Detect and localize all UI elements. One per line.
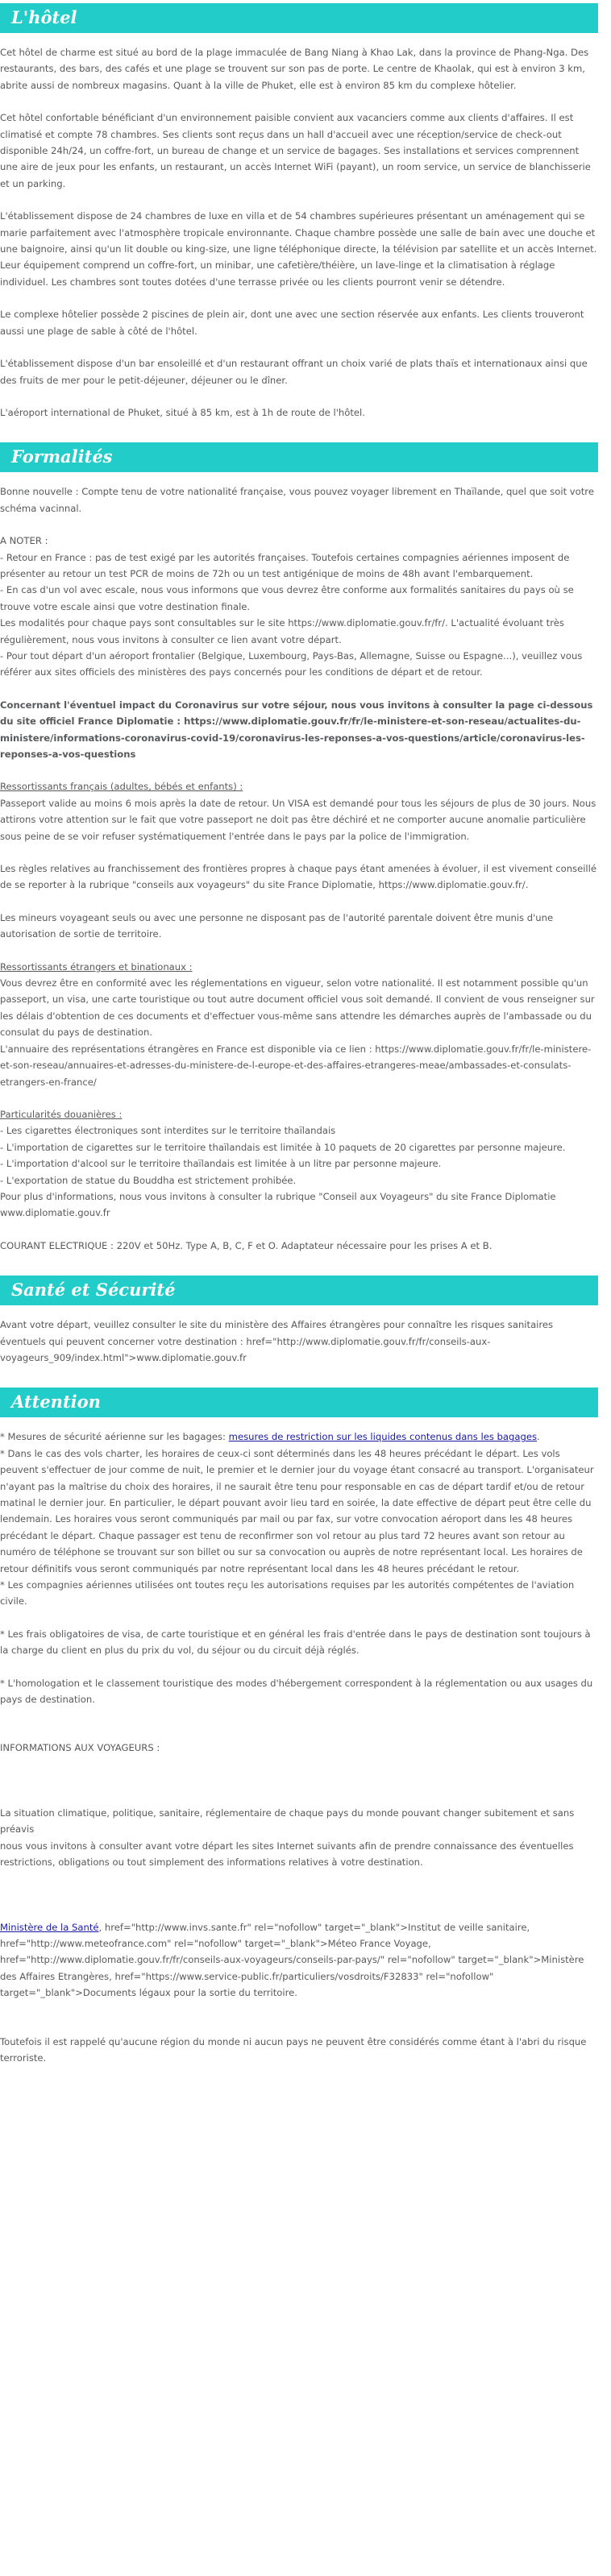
- hotel-paragraph-airport: L'aéroport international de Phuket, situé à 85 km, est à 1h de route de l'hôtel.: [0, 406, 365, 418]
- informations-voyageurs-label: INFORMATIONS AUX VOYAGEURS :: [0, 1742, 160, 1754]
- annuaire-representations: L'annuaire des représentations étrangères en France est disponible via ce lien : https://www.diplomatie.gouv.fr/fr/le-ministere-et-son-reseau/annuaires-et-adresses-du-ministere-de-l-europe-et-des-affaires-etrangeres-meae/ambassades-et-consulats-etrangers-en-france/: [0, 1043, 592, 1088]
- section-title-formalites: Formalités: [0, 442, 598, 472]
- douane-alcool: - L'importation d'alcool sur le territoire thaïlandais est limitée à un litre par personne majeure.: [0, 1158, 442, 1170]
- douane-label: Particularités douanières :: [0, 1108, 123, 1120]
- hotel-paragraph-services: Cet hôtel confortable bénéficiant d'un environnement paisible convient aux vacanciers comme aux clients d'affaires. Il est climatisé et compte 78 chambres. Ses clients sont reçus dans un hall d'accueil avec une réception/service de check-out disponible 24h/24, un coffre-fort, un bureau de change et un service de bagages. Ses installations et services comprennent une aire de jeux pour les enfants, un restaurant, un accès Internet WiFi (payant), un room service, un service de blanchisserie et un parking.: [0, 112, 591, 189]
- douane-plus-infos: Pour plus d'informations, nous vous invitons à consulter la rubrique "Conseil aux Voyageurs" du site France Diplomatie www.diplomatie.gouv.fr: [0, 1190, 556, 1219]
- risque-terroriste: Toutefois il est rappelé qu'aucune région du monde ni aucun pays ne peuvent être considérés comme étant à l'abri du risque terroriste.: [0, 2035, 587, 2064]
- note-retour: - Retour en France : pas de test exigé par les autorités françaises. Toutefois certaines compagnies aériennes imposent de présenter au retour un test PCR de moins de 72h ou un test antigénique de moins de 48h avant l'embarquement.: [0, 551, 570, 579]
- section-attention: [0, 1388, 598, 2066]
- sites-utiles-rest: , href="http://www.invs.sante.fr" rel="nofollow" target="_blank">Institut de veille sanitaire, href="http://www.meteofrance.com" rel="nofollow" target="_blank">Méteo France Voyage, href="http://www.diplomatie.gouv.fr/fr/conseils-aux-voyageurs/conseils-par-pays/" rel="nofollow" target="_blank">Ministère des Affaires Etrangères, href="https://www.service-public.fr/particuliers/vosdroits/F32833" rel="nofollow" target="_blank">Documents légaux pour la sortie du territoire.: [0, 1921, 584, 1999]
- hotel-paragraph-rooms: L'établissement dispose de 24 chambres de luxe en villa et de 54 chambres supérieures présentant un aménagement qui se marie parfaitement avec l'atmosphère tropicale environnante. Chaque chambre possède une salle de bain avec une douche et une baignoire, ainsi qu'un lit double ou king-size, une ligne téléphonique directe, la télévision par satellite et un accès Internet. Leur équipement comprend un coffre-fort, un minibar, une cafetière/théière, un lave-linge et la climatisation à réglage individuel. Les chambres sont toutes dotées d'une terrasse privée ou les clients pourront venir se détendre.: [0, 210, 597, 288]
- liquides-restriction-link[interactable]: mesures de restriction sur les liquides contenus dans les bagages: [228, 1431, 538, 1443]
- homologation-hebergement: * L'homologation et le classement touristique des modes d'hébergement correspondent à la réglementation ou aux usages du pays de destination.: [0, 1677, 593, 1706]
- ressortissants-francais-text: Passeport valide au moins 6 mois après la date de retour. Un VISA est demandé pour tous les séjours de plus de 30 jours. Nous attirons votre attention sur le fait que votre passeport ne doit pas être déchiré et ne comporter aucune anomalie particulière sous peine de se voir refuser systématiquement l'entrée dans le pays par la police de l'immigration.: [0, 797, 596, 842]
- section-title-hotel: L'hôtel: [0, 3, 598, 33]
- note-modalites: Les modalités pour chaque pays sont consultables sur le site https://www.diplomatie.gouv.fr/fr/. L'actualité évoluant très régulièrement, nous vous invitons à consulter ce lien avant votre départ.: [0, 617, 564, 645]
- situation-text-1: La situation climatique, politique, sanitaire, réglementaire de chaque pays du monde pouvant changer subitement et sans préavis: [0, 1807, 575, 1836]
- covid-notice: Concernant l'éventuel impact du Coronavirus sur votre séjour, nous vous invitons à consulter la page ci-dessous du site officiel France Diplomatie : https://www.diplomatie.gouv.fr/fr/le-ministere-et-son-reseau/actualites-du-ministere/informations-coronavirus-covid-19/coronavirus-les-reponses-a-vos-questions/article/coronavirus-les-reponses-a-vos-questions: [0, 699, 593, 760]
- mesures-securite: [0, 1429, 598, 1445]
- compagnies-aeriennes: * Les compagnies aériennes utilisées ont toutes reçu les autorisations requises par les autorités compétentes de l'aviation civile.: [0, 1579, 575, 1607]
- frais-obligatoires: * Les frais obligatoires de visa, de carte touristique et en général les frais d'entrée dans le pays de destination sont toujours à la charge du client en plus du prix du vol, du séjour ou du circuit déjà réglés.: [0, 1628, 591, 1657]
- regles-frontieres: Les règles relatives au franchissement des frontières propres à chaque pays étant amenées à évoluer, il est vivement conseillé de se reporter à la rubrique "conseils aux voyageurs" du site France Diplomatie, https://www.diplomatie.gouv.fr/.: [0, 863, 597, 891]
- note-label: A NOTER :: [0, 535, 48, 547]
- vols-charter: * Dans le cas des vols charter, les horaires de ceux-ci sont déterminés dans les 48 heures précédant le départ. Les vols peuvent s'effectuer de jour comme de nuit, le premier et le dernier jour du voyage étant consacré au transport. L'organisateur n'ayant pas la maîtrise du choix des horaires, il ne saurait être tenu pour responsable en cas de départ tardif et/ou de retour matinal le dernier jour. En particulier, le départ pouvant avoir lieu tard en soirée, la date effective de départ peut être celle du lendemain. Les horaires vous seront communiqués par mail ou par fax, sur votre convocation aéroport dans les 48 heures précédant le départ. Chaque passager est tenu de reconfirmer son vol retour au plus tard 72 heures avant son retour au numéro de téléphone se trouvant sur son billet ou sur sa convocation ou auprès de notre représentant local. Les horaires de retour définitifs vous seront communiqués par notre représentant local dans les 48 heures précédant le retour.: [0, 1447, 594, 1574]
- mesures-prefix: * Mesures de sécurité aérienne sur les bagages:: [0, 1431, 229, 1443]
- note-aeroport-frontalier: - Pour tout départ d'un aéroport frontalier (Belgique, Luxembourg, Pays-Bas, Allemagne, Suisse ou Espagne...), veuillez vous référer aux sites officiels des ministères des pays concernés pour les conditions de départ et de retour.: [0, 649, 583, 678]
- courant-electrique: COURANT ELECTRIQUE : 220V et 50Hz. Type A, B, C, F et O. Adaptateur nécessaire pour les prises A et B.: [0, 1239, 493, 1251]
- mesures-suffix: .: [537, 1431, 540, 1443]
- section-formalites: [0, 442, 598, 1254]
- section-title-sante: Santé et Sécurité: [0, 1276, 598, 1305]
- section-title-attention: Attention: [0, 1388, 598, 1417]
- mineurs-notice: Les mineurs voyageant seuls ou avec une personne ne disposant pas de l'autorité parentale doivent être munis d'une autorisation de sortie de territoire.: [0, 911, 554, 940]
- section-sante: [0, 1276, 598, 1366]
- ressortissants-etrangers-text: Vous devrez être en conformité avec les réglementations en vigueur, selon votre nationalité. Il est notamment possible qu'un passeport, un visa, une carte touristique ou tout autre document officiel vous soit demandé. Il convient de vous renseigner sur les délais d'obtention de ces documents et d'effectuer vous-même sans attendre les démarches auprès de l'ambassade ou du consulat du pays de destination.: [0, 977, 595, 1039]
- hotel-paragraph-pools: Le complexe hôtelier possède 2 piscines de plein air, dont une avec une section réservée aux enfants. Les clients trouveront aussi une plage de sable à côté de l'hôtel.: [0, 309, 584, 337]
- note-escale: - En cas d'un vol avec escale, nous vous informons que vous devrez être conforme aux formalités sanitaires du pays où se trouve votre escale ainsi que votre destination finale.: [0, 584, 574, 612]
- douane-bouddha: - L'exportation de statue du Bouddha est strictement prohibée.: [0, 1174, 297, 1186]
- ministere-sante-link[interactable]: Ministère de la Santé: [0, 1921, 99, 1933]
- sites-utiles: [0, 1919, 598, 2001]
- hotel-paragraph-location: Cet hôtel de charme est situé au bord de la plage immaculée de Bang Niang à Khao Lak, dans la province de Phang-Nga. Des restaurants, des bars, des cafés et une plage se trouvent sur son pas de porte. Le centre de Khaolak, qui est à environ 3 km, abrite aussi de nombreux magasins. Quant à la ville de Phuket, elle est à environ 85 km du complexe hôtelier.: [0, 47, 589, 91]
- situation-text-2: nous vous invitons à consulter avant votre départ les sites Internet suivants afin de prendre connaissance des éventuelles restrictions, obligations ou tout simplement des informations relatives à votre destination.: [0, 1840, 574, 1869]
- ressortissants-etrangers-label: Ressortissants étrangers et binationaux :: [0, 960, 193, 973]
- douane-cigarettes: - L'importation de cigarettes sur le territoire thaïlandais est limitée à 10 paquets de 20 cigarettes par personne majeure.: [0, 1141, 566, 1153]
- sante-text: Avant votre départ, veuillez consulter le site du ministère des Affaires étrangères pour connaître les risques sanitaires éventuels qui peuvent concerner votre destination : href="http://www.diplomatie.gouv.fr/fr/conseils-aux-voyageurs_909/index.html">www.diplomatie.gouv.fr: [0, 1319, 554, 1363]
- douane-cigarettes-electroniques: - Les cigarettes électroniques sont interdites sur le territoire thaïlandais: [0, 1125, 336, 1137]
- hotel-paragraph-restaurant: L'établissement dispose d'un bar ensoleillé et d'un restaurant offrant un choix varié de plats thaïs et internationaux ainsi que des fruits de mer pour le petit-déjeuner, déjeuner ou le dîner.: [0, 358, 588, 386]
- ressortissants-francais-label: Ressortissants français (adultes, bébés et enfants) :: [0, 781, 243, 793]
- section-hotel: [0, 3, 598, 421]
- formalites-intro: Bonne nouvelle : Compte tenu de votre nationalité française, vous pouvez voyager librement en Thaïlande, quel que soit votre schéma vacinnal.: [0, 486, 594, 514]
